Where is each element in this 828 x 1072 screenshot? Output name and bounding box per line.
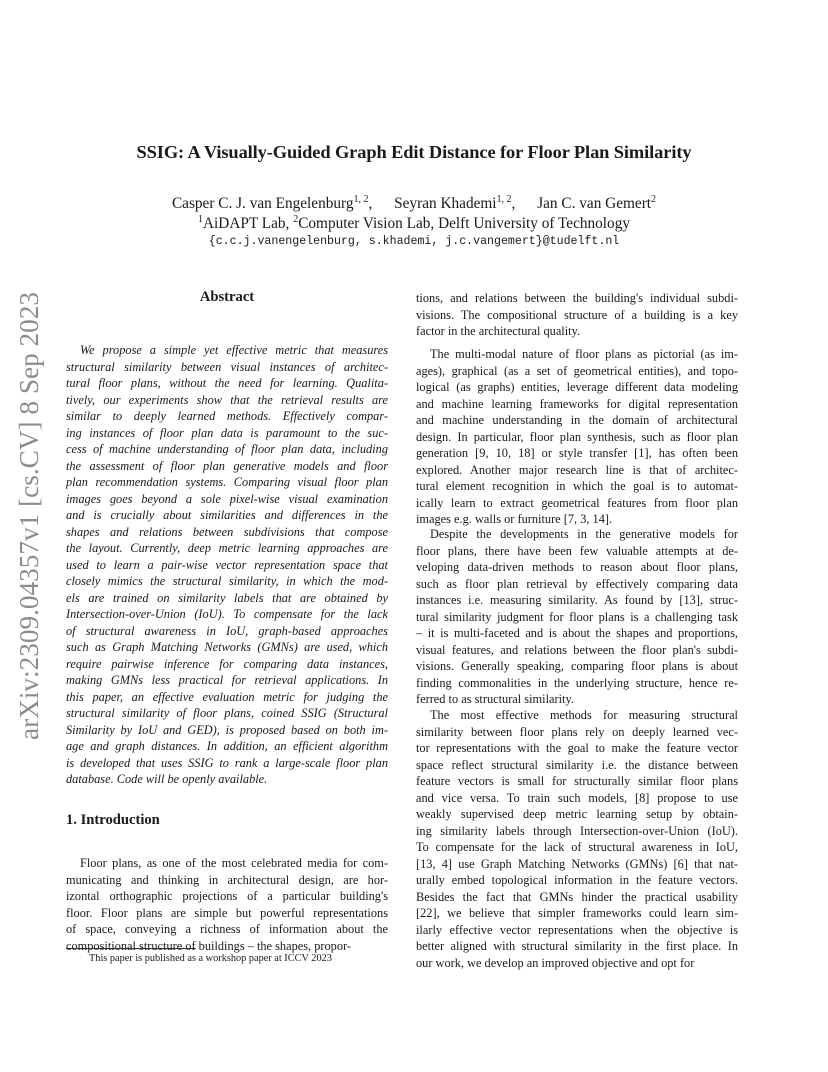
text-line: veloping data-driven methods to reason about floor plans,	[416, 560, 738, 574]
text-line: ically learn to extract geometrical features from floor plan	[416, 495, 738, 510]
author-2: Seyran Khademi$^{1, 2}$,	[394, 194, 516, 213]
text-line: such as Graph Matching Networks (GMNs) are used, which	[66, 640, 388, 654]
text-line: urally embed topological information in the feature vectors.	[416, 873, 738, 887]
text-line: explored. Another major research line is that of architec-	[416, 462, 738, 477]
author-emails: {c.c.j.vanengelenburg, s.khademi, j.c.vangemert}@tudelft.nl	[208, 235, 620, 248]
text-line: plan recommendation systems. Comparing visual floor plan	[66, 475, 388, 489]
text-line: used to learn a pair-wise vector representation space that	[66, 557, 388, 572]
text-line: logical (as graphs) entities, leverage different data modeling	[416, 380, 738, 394]
text-line: tor representations with the goal to make the feature vector	[416, 741, 738, 755]
text-line: require pairwise inference for comparing data instances,	[66, 656, 388, 671]
text-line: feature vectors is small for structurally similar floor plans	[416, 774, 738, 788]
text-line: Besides the fact that GMNs hinder the practical usability	[416, 889, 738, 904]
text-line: is developed that uses SSIG to rank a large-scale floor plan	[66, 755, 388, 770]
abstract-heading: Abstract	[199, 289, 255, 305]
text-line: ferred to as structural similarity.	[416, 692, 574, 706]
text-line: generation [9, 10, 18] or style transfer [1], has often been	[416, 446, 738, 460]
right-paragraph-4	[416, 707, 738, 971]
text-line: We propose a simple yet effective metric that measures	[80, 343, 388, 357]
text-line: tural floor plans, without the need for learning. Qualita-	[66, 376, 388, 390]
text-line: compositional structure of buildings – the shapes, propor-	[66, 938, 351, 953]
text-line: The multi-modal nature of floor plans as pictorial (as im-	[430, 347, 738, 361]
text-line: izontal orthographic projections of a particular building's	[66, 889, 388, 903]
author-list	[0, 194, 828, 213]
author-3: Jan C. van Gemert$^2$	[537, 194, 657, 213]
text-line: the layout. Currently, deep metric learning approaches are	[66, 541, 388, 555]
text-line: database. Code will be openly available.	[66, 772, 268, 786]
footnote: This paper is published as a workshop paper at ICCV 2023	[89, 953, 332, 964]
text-line: tural element recognition in which the goal is to automat-	[416, 479, 738, 493]
text-line: similar to deeply learned methods. Effectively compar-	[66, 409, 388, 423]
arxiv-stamp	[10, 290, 46, 740]
text-line: this paper, an effective evaluation metric for judging the	[66, 689, 388, 704]
affiliations: $^1$AiDAPT Lab, $^2$Computer Vision Lab, Delft University of Technology	[197, 214, 631, 233]
text-line: ilarly effective vector representations when the objective is	[416, 922, 738, 937]
arxiv-id: arXiv:2309.04357v1 [cs.CV] 8 Sep 2023	[14, 296, 44, 740]
intro-paragraph	[66, 855, 388, 954]
right-paragraph-2	[416, 346, 738, 528]
text-line: instances i.e. measuring similarity. As found by [13], struc-	[416, 593, 738, 607]
text-line: factor in the architectural quality.	[416, 324, 581, 338]
right-paragraph-1	[416, 290, 738, 340]
text-line: the assessment of floor plan generative models and floor	[66, 458, 388, 473]
abstract-body	[66, 342, 388, 788]
text-line: images e.g. walls or furniture [7, 3, 14].	[416, 512, 613, 526]
text-line: age and graph distances. In addition, an efficient algorithm	[66, 739, 388, 753]
text-line: To compensate for the lack of structural awareness in IoU,	[416, 840, 738, 854]
footnote-rule	[66, 948, 196, 949]
text-line: and is crucially about similarities and differences in the	[66, 508, 388, 522]
text-line: closely mimics the structural similarity, in which the mod-	[66, 574, 388, 588]
text-line: structural similarity of floor plans, coined SSIG (Structural	[66, 706, 388, 720]
text-line: our work, we develop an improved objective and opt for	[416, 955, 695, 970]
text-line: similarity between floor plans rely on deeply learned vec-	[416, 724, 738, 739]
text-line: municating and thinking in architectural design, are hor-	[66, 872, 388, 887]
text-line: Similarity by IoU and GED), is proposed based on both im-	[66, 722, 388, 737]
text-line: floor plans, there have been few valuable attempts at de-	[416, 543, 738, 558]
text-line: images goes beyond a sole pixel-wise visual examination	[66, 491, 388, 506]
text-line: Intersection-over-Union (IoU). To compensate for the lack	[66, 607, 388, 621]
text-line: and machine understanding in the domain of architectural	[416, 413, 738, 427]
right-paragraph-3	[416, 526, 738, 708]
text-line: better aligned with structural similarity in the first place. In	[416, 939, 738, 953]
text-line: tions, and relations between the building's individual subdi-	[416, 291, 738, 305]
text-line: – it is multi-faceted and is about the shapes and proportions,	[416, 626, 738, 640]
text-line: shapes and relations between subdivisions that compose	[66, 524, 388, 539]
text-line: floor. Floor plans are simple but powerful representations	[66, 905, 388, 920]
text-line: [13, 4] use Graph Matching Networks (GMNs) [6] that nat-	[416, 856, 738, 871]
text-line: The most effective methods for measuring structural	[430, 708, 738, 722]
text-line: Floor plans, as one of the most celebrated media for com-	[80, 856, 388, 870]
text-line: visions. The compositional structure of a building is a key	[416, 307, 738, 322]
text-line: such as floor plan retrieval by effectively comparing data	[416, 576, 738, 591]
intro-heading: 1. Introduction	[66, 812, 160, 828]
text-line: of space, conveying a richness of information about the	[66, 922, 388, 936]
text-line: design. In particular, floor plan synthesis, such as floor plan	[416, 429, 738, 444]
paper-title: SSIG: A Visually-Guided Graph Edit Distance for Floor Plan Similarity	[136, 142, 692, 162]
text-line: ing instances of floor plan data is paramount to the suc-	[66, 425, 388, 440]
text-line: finding commonalities in the underlying structure, hence re-	[416, 675, 738, 690]
text-line: and vice versa. To train such models, [8] propose to use	[416, 790, 738, 805]
text-line: ing similarity labels through Intersection-over-Union (IoU).	[416, 823, 738, 838]
text-line: [22], we believe that simpler frameworks could learn sim-	[416, 906, 738, 920]
text-line: structural similarity between visual instances of architec-	[66, 359, 388, 374]
text-line: visions. Generally speaking, comparing floor plans is about	[416, 659, 738, 673]
text-line: tural similarity judgment for floor plans is a challenging task	[416, 609, 738, 624]
text-line: making GMNs less practical for retrieval applications. In	[66, 673, 388, 687]
text-line: ages), graphical (as a set of geometrical entities), and topo-	[416, 363, 738, 378]
text-line: cess of machine understanding of floor plan data, including	[66, 442, 388, 456]
text-line: tively, our experiments show that the retrieval results are	[66, 392, 388, 407]
text-line: of structural awareness in IoU, graph-based approaches	[66, 623, 388, 638]
text-line: and machine learning frameworks for digital representation	[416, 396, 738, 411]
text-line: visual features, and relations between the floor plan's subdi-	[416, 642, 738, 657]
text-line: els are trained on similarity labels that are obtained by	[66, 590, 388, 605]
author-1: Casper C. J. van Engelenburg$^{1, 2}$,	[171, 194, 373, 213]
text-line: space reflect structural similarity i.e. the distance between	[416, 757, 738, 772]
text-line: Despite the developments in the generative models for	[430, 527, 738, 541]
text-line: weakly supervised deep metric learning setup by obtain-	[416, 807, 738, 821]
